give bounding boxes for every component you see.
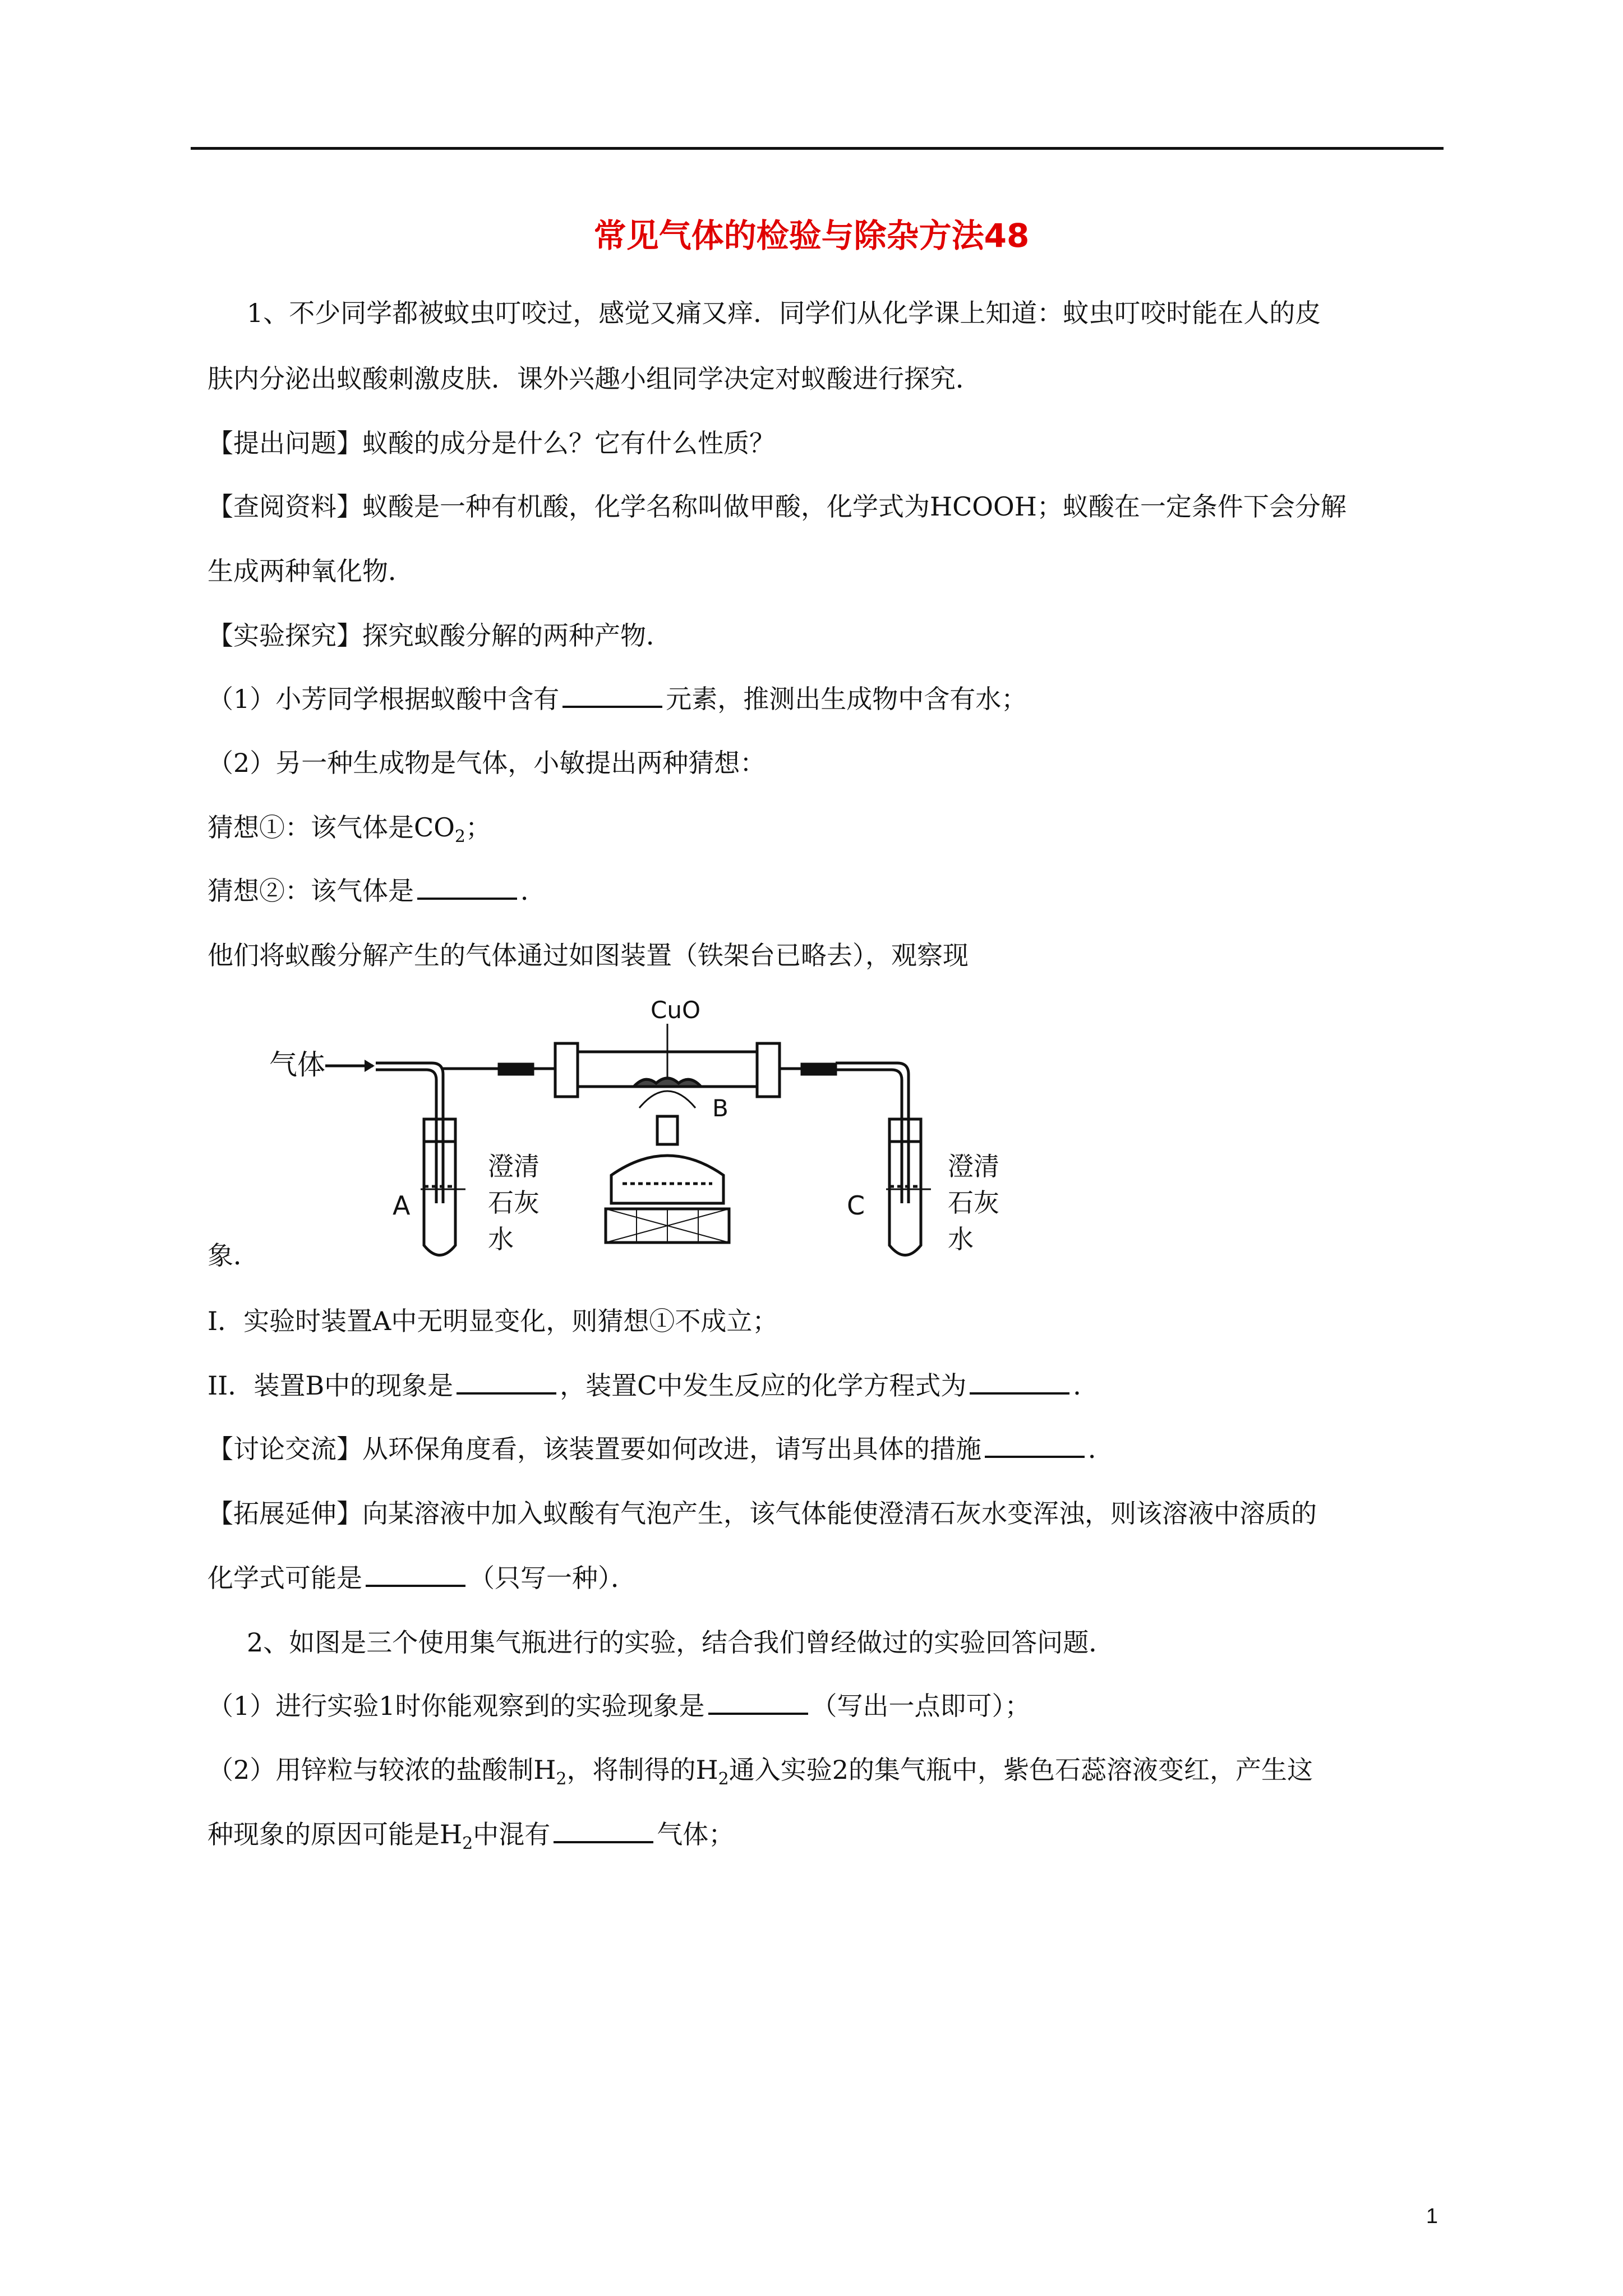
guess1-end: ； (465, 812, 492, 843)
q2-part3-text-b: 中混有 (473, 1819, 551, 1849)
outlet-tube-inner (836, 1070, 902, 1203)
outlet-tube (836, 1063, 909, 1203)
guess2-text: 猜想②：该气体是 (208, 876, 414, 906)
q2-intro: 2、如图是三个使用集气瓶进行的实验，结合我们曾经做过的实验回答问题． (247, 1627, 1115, 1658)
q1-discuss (208, 1430, 1441, 1467)
q1-extend-line1: 【拓展延伸】向某溶液中加入蚁酸有气泡产生，该气体能使澄清石灰水变浑浊，则该溶液中溶质的 (208, 1498, 1317, 1529)
rubber-joint-left (499, 1064, 533, 1074)
stopper-a (424, 1119, 455, 1142)
answer-blank[interactable] (554, 1816, 653, 1843)
q1-intro-line2: 肤内分泌出蚁酸刺激皮肤．课外兴趣小组同学决定对蚁酸进行探究． (208, 364, 981, 394)
guess2-end: ． (520, 876, 546, 906)
q2-part2-sub2: 2 (718, 1769, 729, 1789)
q2-part2-text-b: ，将制得的H (566, 1755, 718, 1785)
rubber-joint-right (802, 1064, 836, 1074)
q2-part3-text-c: 气体； (657, 1819, 735, 1849)
q2-part2 (208, 1751, 1441, 1798)
label-c: C (847, 1190, 865, 1221)
q2-part1-text-b: （写出一点即可）； (811, 1691, 1031, 1721)
q1-part1 (208, 680, 1441, 717)
answer-blank[interactable] (708, 1688, 808, 1715)
extend-text-b: （只写一种）． (469, 1563, 637, 1593)
alcohol-lamp (611, 1156, 723, 1203)
answer-blank[interactable] (985, 1431, 1085, 1458)
guess1-sub: 2 (454, 827, 466, 847)
apparatus-figure (252, 990, 1071, 1265)
q1-intro-line1: 1、不少同学都被蚊虫叮咬过，感觉又痛又痒．同学们从化学课上知道：蚊虫叮咬时能在人的皮 (247, 298, 1321, 328)
q1-result2 (208, 1367, 1441, 1404)
q1-extend-line2 (208, 1559, 1441, 1596)
gas-arrow-head (365, 1060, 375, 1072)
q1-result1: I．实验时装置A中无明显变化，则猜想①不成立； (208, 1306, 778, 1336)
stopper-c (889, 1119, 921, 1142)
answer-blank[interactable] (970, 1368, 1069, 1395)
q1-part1-text-a: （1）小芳同学根据蚁酸中含有 (208, 684, 560, 714)
extend-text-a: 化学式可能是 (208, 1563, 362, 1593)
answer-blank[interactable] (562, 681, 662, 708)
q2-part1-text-a: （1）进行实验1时你能观察到的实验现象是 (208, 1691, 705, 1721)
page-number: 1 (1426, 2205, 1438, 2228)
result2-text-c: ． (1073, 1370, 1099, 1401)
gas-label: 气体 (269, 1048, 325, 1081)
guess1-text: 猜想①：该气体是CO (208, 812, 455, 843)
q2-part2-text-c: 通入实验2的集气瓶中，紫色石蕊溶液变红，产生这 (728, 1755, 1313, 1785)
q2-part2-sub: 2 (556, 1769, 567, 1789)
answer-blank[interactable] (457, 1368, 556, 1395)
tube-end-left (555, 1043, 578, 1097)
cuo-label: CuO (651, 996, 701, 1024)
q2-part3 (208, 1816, 1441, 1862)
limewater-c-line2: 石灰 (948, 1188, 999, 1218)
header-rule (191, 147, 1444, 150)
q2-part3-text-a: 种现象的原因可能是H (208, 1819, 463, 1849)
q1-device-line: 他们将蚁酸分解产生的气体通过如图装置（铁架台已略去），观察现 (208, 940, 969, 970)
discuss-text-a: 【讨论交流】从环保角度看，该装置要如何改进，请写出具体的措施 (208, 1434, 981, 1464)
q1-part1-text-b: 元素，推测出生成物中含有水； (666, 684, 1027, 714)
discuss-text-b: ． (1088, 1434, 1114, 1464)
q1-guess2 (208, 872, 1441, 909)
q2-part2-text-a: （2）用锌粒与较浓的盐酸制H (208, 1755, 556, 1785)
tube-end-right (757, 1043, 780, 1097)
q1-question: 【提出问题】蚁酸的成分是什么？它有什么性质？ (208, 428, 775, 458)
result2-text-b: ，装置C中发生反应的化学方程式为 (560, 1370, 967, 1401)
label-a: A (393, 1190, 411, 1221)
inlet-tube (376, 1063, 443, 1203)
q2-part1 (208, 1687, 1441, 1724)
result2-text-a: II．装置B中的现象是 (208, 1370, 454, 1401)
limewater-a-line2: 石灰 (488, 1188, 540, 1218)
label-b: B (712, 1094, 728, 1122)
q1-info-line2: 生成两种氧化物． (208, 556, 414, 586)
q1-explore: 【实验探究】探究蚁酸分解的两种产物． (208, 620, 672, 651)
limewater-c-line3: 水 (948, 1224, 974, 1254)
q2-part3-sub: 2 (462, 1834, 473, 1854)
limewater-a-line3: 水 (488, 1224, 514, 1254)
limewater-a-line1: 澄清 (488, 1151, 540, 1181)
q1-part2: （2）另一种生成物是气体，小敏提出两种猜想： (208, 748, 766, 778)
lamp-wick-holder (657, 1116, 677, 1144)
q1-device-end: 象． (208, 1240, 259, 1271)
page-title: 常见气体的检验与除杂方法48 (593, 217, 1030, 255)
cuo-powder (634, 1078, 701, 1087)
answer-blank[interactable] (417, 873, 517, 900)
limewater-c-line1: 澄清 (948, 1151, 999, 1181)
q1-guess1 (208, 809, 1441, 855)
q1-info-line1: 【查阅资料】蚁酸是一种有机酸，化学名称叫做甲酸，化学式为HCOOH；蚁酸在一定条件下会分解 (208, 491, 1347, 522)
answer-blank[interactable] (366, 1560, 465, 1587)
inlet-tube-inner (376, 1070, 436, 1203)
flame (639, 1091, 695, 1108)
